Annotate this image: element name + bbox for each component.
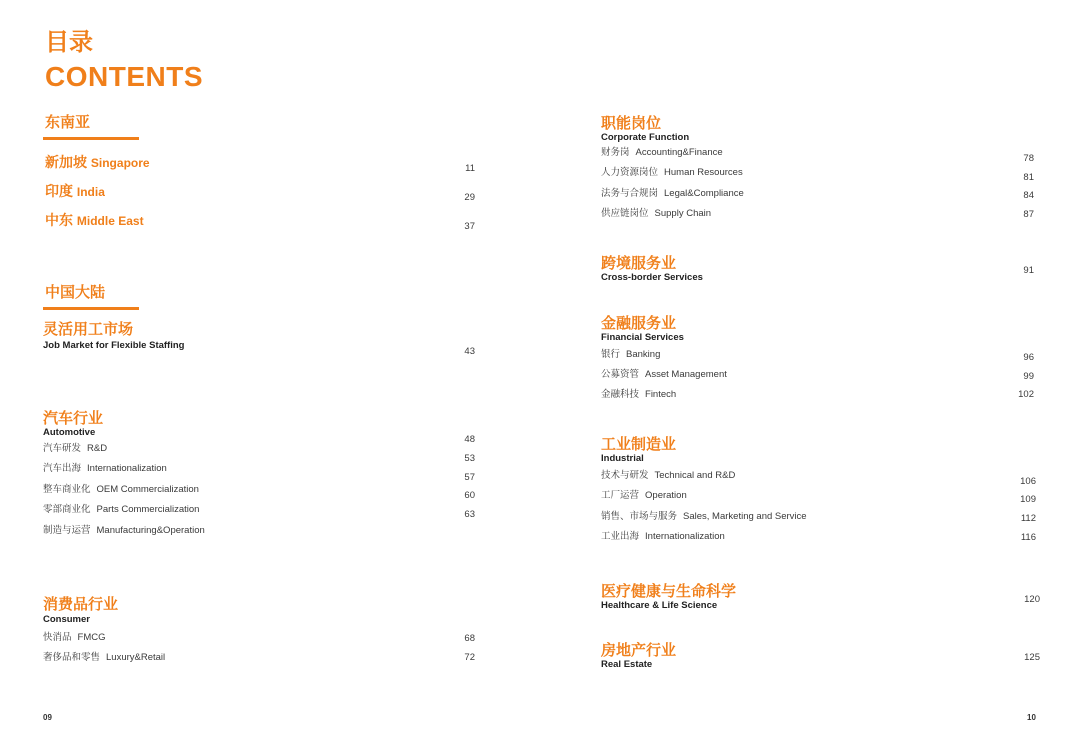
- page-number: 81: [1023, 172, 1034, 183]
- page-number: 87: [1023, 209, 1034, 220]
- item-en: Luxury&Retail: [106, 652, 166, 663]
- item-en: R&D: [87, 443, 108, 454]
- right-page-number: 10: [1027, 713, 1036, 722]
- item-en: Parts Commercialization: [96, 504, 200, 515]
- section-subtitle: Job Market for Flexible Staffing: [43, 340, 185, 351]
- item-cn: 零部商业化: [43, 504, 91, 515]
- toc-item[interactable]: [601, 208, 711, 220]
- item-en: Internationalization: [645, 531, 725, 542]
- section-subtitle: Cross-border Services: [601, 272, 703, 283]
- item-en: Technical and R&D: [654, 470, 736, 481]
- toc-item[interactable]: [601, 167, 743, 179]
- item-cn: 公募资管: [601, 369, 640, 380]
- toc-entry-singapore[interactable]: [45, 153, 150, 172]
- left-page-number: 09: [43, 713, 52, 722]
- section-real-estate[interactable]: 房地产行业: [601, 642, 677, 659]
- item-en: FMCG: [77, 632, 106, 643]
- item-cn: 人力资源岗位: [601, 167, 659, 178]
- item-en: Internationalization: [87, 463, 167, 474]
- item-en: Banking: [626, 349, 661, 360]
- section-corporate-function[interactable]: 职能岗位: [601, 115, 662, 132]
- entry-cn: 中东: [45, 212, 73, 228]
- entry-en: Middle East: [76, 214, 144, 228]
- item-cn: 奢侈品和零售: [43, 652, 101, 663]
- item-cn: 汽车出海: [43, 463, 82, 474]
- item-cn: 银行: [601, 349, 621, 360]
- toc-item[interactable]: [43, 525, 205, 537]
- toc-item[interactable]: [601, 531, 725, 543]
- item-en: Fintech: [645, 389, 677, 400]
- toc-item[interactable]: [43, 484, 199, 496]
- item-en: Legal&Compliance: [664, 188, 744, 199]
- section-subtitle: Healthcare & Life Science: [601, 600, 718, 611]
- section-financial-services[interactable]: 金融服务业: [601, 315, 677, 332]
- page-number: 57: [464, 472, 475, 483]
- page-number: 78: [1023, 153, 1034, 164]
- entry-en: India: [76, 185, 105, 199]
- page-number: 72: [464, 652, 475, 663]
- toc-item[interactable]: [601, 369, 727, 381]
- page-number: 84: [1023, 190, 1034, 201]
- item-en: Manufacturing&Operation: [96, 525, 205, 536]
- region-china-mainland: 中国大陆: [45, 284, 106, 301]
- section-flexible-staffing[interactable]: 灵活用工市场: [43, 321, 134, 338]
- page-number: 125: [1024, 652, 1040, 663]
- section-subtitle: Industrial: [601, 453, 644, 464]
- item-cn: 制造与运营: [43, 525, 91, 536]
- section-automotive[interactable]: 汽车行业: [43, 410, 104, 427]
- toc-item[interactable]: [601, 188, 744, 200]
- item-cn: 金融科技: [601, 389, 640, 400]
- section-industrial[interactable]: 工业制造业: [601, 436, 677, 453]
- page-number: 53: [464, 453, 475, 464]
- page-number: 120: [1024, 594, 1040, 605]
- section-subtitle: Corporate Function: [601, 132, 690, 143]
- page-number: 37: [464, 221, 475, 232]
- page-number: 96: [1023, 352, 1034, 363]
- page-number: 60: [464, 490, 475, 501]
- item-en: OEM Commercialization: [96, 484, 199, 495]
- page-number: 48: [464, 434, 475, 445]
- toc-item[interactable]: [601, 389, 676, 401]
- item-en: Sales, Marketing and Service: [683, 511, 807, 522]
- toc-item-luxury[interactable]: [43, 652, 165, 664]
- toc-item-fmcg[interactable]: [43, 632, 105, 644]
- page-number: 102: [1018, 389, 1034, 400]
- toc-item[interactable]: [601, 490, 687, 502]
- page-title-en: CONTENTS: [45, 61, 203, 92]
- section-subtitle: Financial Services: [601, 332, 684, 343]
- item-cn: 供应链岗位: [601, 208, 649, 219]
- page-number: 29: [464, 192, 475, 203]
- region-divider: [43, 307, 139, 310]
- page-number: 11: [465, 163, 475, 174]
- section-healthcare[interactable]: 医疗健康与生命科学: [601, 583, 737, 600]
- item-en: Human Resources: [664, 167, 743, 178]
- item-cn: 销售、市场与服务: [601, 511, 678, 522]
- toc-entry-middle-east[interactable]: [45, 211, 144, 230]
- entry-cn: 新加坡: [45, 154, 87, 170]
- entry-cn: 印度: [45, 183, 73, 199]
- region-divider: [43, 137, 139, 140]
- toc-item[interactable]: [43, 443, 107, 455]
- page-number: 91: [1023, 265, 1034, 276]
- page-number: 106: [1020, 476, 1036, 487]
- page-number: 68: [464, 633, 475, 644]
- item-cn: 法务与合规岗: [601, 188, 659, 199]
- page-title-cn: 目录: [45, 29, 93, 56]
- section-cross-border[interactable]: 跨境服务业: [601, 255, 677, 272]
- item-cn: 技术与研发: [601, 470, 649, 481]
- page-number: 43: [464, 346, 475, 357]
- toc-entry-india[interactable]: [45, 182, 105, 201]
- section-subtitle: Automotive: [43, 427, 96, 438]
- item-en: Accounting&Finance: [635, 147, 723, 158]
- item-cn: 快消品: [43, 632, 72, 643]
- page-number: 109: [1020, 494, 1036, 505]
- section-consumer[interactable]: 消费品行业: [43, 596, 119, 613]
- item-cn: 财务岗: [601, 147, 630, 158]
- page-number: 63: [464, 509, 475, 520]
- item-cn: 工业出海: [601, 531, 640, 542]
- toc-item[interactable]: [43, 504, 199, 516]
- toc-item[interactable]: [601, 147, 723, 159]
- page-number: 116: [1020, 532, 1036, 543]
- region-southeast-asia: 东南亚: [45, 114, 91, 131]
- toc-item[interactable]: [601, 511, 807, 523]
- toc-item[interactable]: [43, 463, 167, 475]
- page-number: 112: [1020, 513, 1036, 524]
- item-en: Asset Management: [645, 369, 727, 380]
- entry-en: Singapore: [90, 156, 150, 170]
- item-cn: 汽车研发: [43, 443, 82, 454]
- section-subtitle: Real Estate: [601, 659, 653, 670]
- item-en: Operation: [645, 490, 687, 501]
- item-cn: 工厂运营: [601, 490, 640, 501]
- section-subtitle: Consumer: [43, 614, 90, 625]
- page-number: 99: [1023, 371, 1034, 382]
- toc-item[interactable]: [601, 349, 660, 361]
- item-en: Supply Chain: [654, 208, 712, 219]
- item-cn: 整车商业化: [43, 484, 91, 495]
- toc-item[interactable]: [601, 470, 735, 482]
